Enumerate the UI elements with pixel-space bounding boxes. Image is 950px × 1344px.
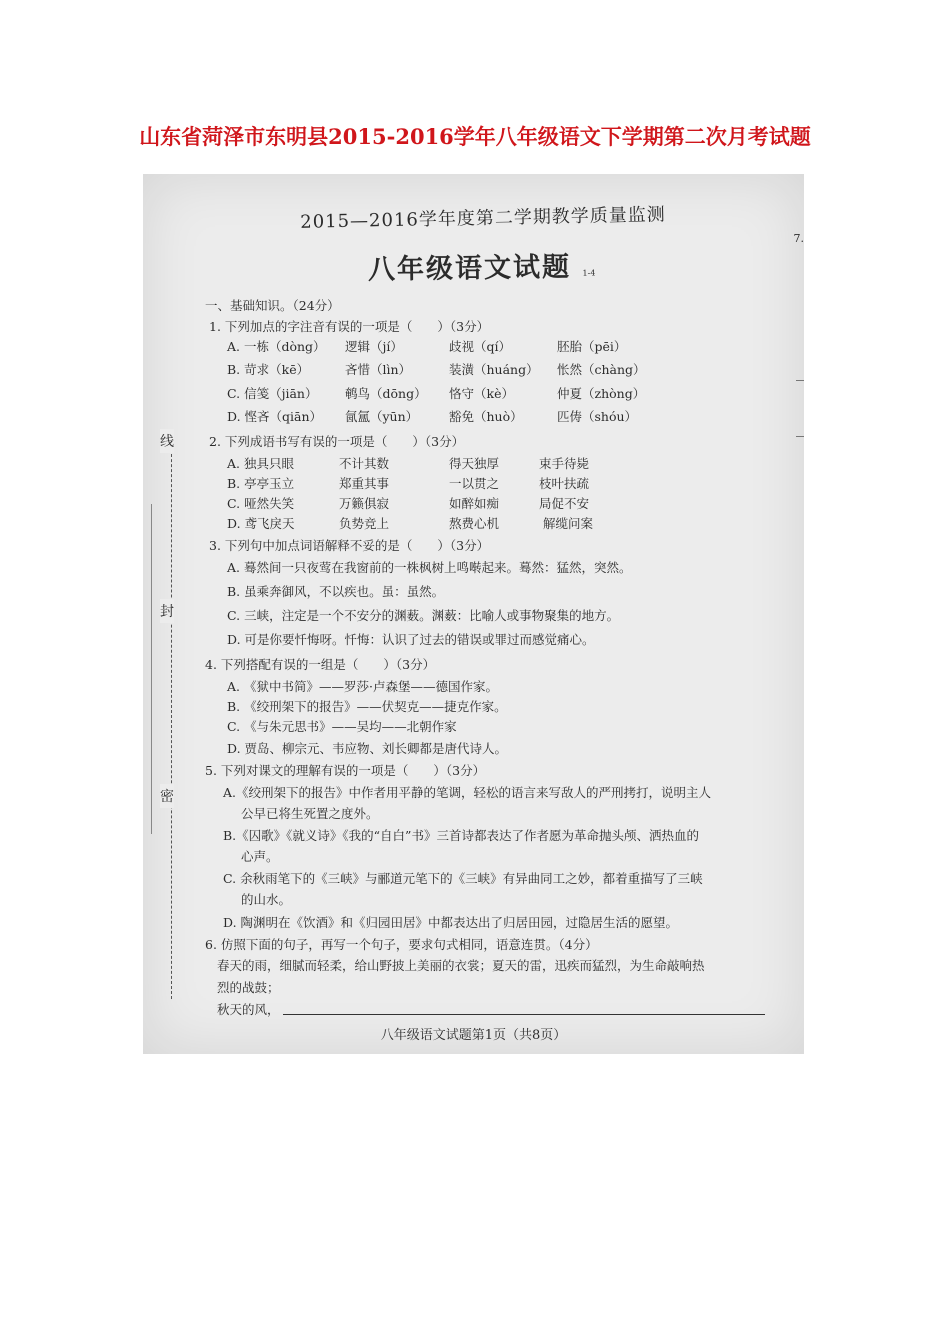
q5-option-c-cont: 的山水。 bbox=[241, 892, 292, 907]
right-margin-dash bbox=[796, 380, 804, 381]
option-cell: 怅然（chàng） bbox=[557, 362, 646, 377]
option-cell: 歧视（qí） bbox=[449, 339, 511, 354]
option-cell: 仲夏（zhòng） bbox=[557, 386, 646, 401]
q4-option-d: D. 贾岛、柳宗元、韦应物、刘长卿都是唐代诗人。 bbox=[227, 741, 508, 756]
option-cell: D. 鸢飞戾天 bbox=[227, 516, 295, 531]
option-cell: D. 悭吝（qiān） bbox=[227, 409, 323, 424]
q3-stem: 3. 下列句中加点词语解释不妥的是（ ）（3分） bbox=[209, 538, 490, 553]
option-cell: 熬费心机 bbox=[449, 516, 500, 531]
binding-char-xian: 线 bbox=[160, 429, 174, 453]
q3-option-a: A. 蓦然间一只夜莺在我窗前的一株枫树上鸣啭起来。蓦然：猛然，突然。 bbox=[227, 560, 632, 575]
option-cell: 不计其数 bbox=[339, 456, 390, 471]
q3-option-b: B. 虽乘奔御风，不以疾也。虽：虽然。 bbox=[227, 584, 445, 599]
q1-stem: 1. 下列加点的字注音有误的一项是（ ）（3分） bbox=[209, 319, 490, 334]
option-cell: B. 苛求（kē） bbox=[227, 362, 310, 377]
exam-title-mark: 1-4 bbox=[582, 268, 596, 278]
q6-answer-line bbox=[283, 1014, 765, 1015]
q6-answer-prompt: 秋天的风， bbox=[217, 1002, 280, 1017]
document-title: 山东省菏泽市东明县2015-2016学年八年级语文下学期第二次月考试题 bbox=[139, 124, 811, 149]
option-cell: 束手待毙 bbox=[539, 456, 590, 471]
option-cell: 豁免（huò） bbox=[449, 409, 523, 424]
option-cell: 一以贯之 bbox=[449, 476, 500, 491]
binding-char-mi: 密 bbox=[160, 784, 174, 808]
exam-title-text: 八年级语文试题 bbox=[367, 251, 572, 286]
option-cell: 匹俦（shóu） bbox=[557, 409, 638, 424]
option-cell: 鹌鸟（dōng） bbox=[345, 386, 427, 401]
option-cell: 负势竞上 bbox=[339, 516, 390, 531]
option-cell: 得天独厚 bbox=[449, 456, 500, 471]
q4-stem: 4. 下列搭配有误的一组是（ ）（3分） bbox=[205, 657, 436, 672]
option-cell: A. 一栋（dòng） bbox=[227, 339, 326, 354]
binding-line bbox=[171, 439, 172, 999]
q5-option-a-cont: 公早已将生死置之度外。 bbox=[241, 806, 379, 821]
q6-stem: 6. 仿照下面的句子，再写一个句子，要求句式相同，语意连贯。（4分） bbox=[205, 937, 598, 952]
option-cell: 局促不安 bbox=[539, 496, 590, 511]
option-cell: C. 哑然失笑 bbox=[227, 496, 295, 511]
option-cell: 氤氲（yūn） bbox=[345, 409, 419, 424]
option-cell: 万籁俱寂 bbox=[339, 496, 390, 511]
q5-stem: 5. 下列对课文的理解有误的一项是（ ）（3分） bbox=[205, 763, 486, 778]
option-cell: 恪守（kè） bbox=[449, 386, 514, 401]
exam-header: 2015—2016学年度第二学期教学质量监测 bbox=[300, 204, 667, 233]
option-cell: B. 亭亭玉立 bbox=[227, 476, 295, 491]
option-cell: 胚胎（pēi） bbox=[557, 339, 627, 354]
exam-title bbox=[368, 244, 596, 286]
q5-option-a: A.《绞刑架下的报告》中作者用平静的笔调，轻松的语言来写敌人的严刑拷打，说明主人 bbox=[223, 785, 712, 800]
option-cell: 枝叶扶疏 bbox=[539, 476, 590, 491]
option-cell: 装潢（huáng） bbox=[449, 362, 539, 377]
q4-option-c: C. 《与朱元思书》——吴均——北朝作家 bbox=[227, 719, 457, 734]
binding-margin bbox=[143, 174, 213, 1054]
q3-option-c: C. 三峡，注定是一个不安分的渊薮。渊薮：比喻人或事物聚集的地方。 bbox=[227, 608, 620, 623]
option-cell: 如醉如痴 bbox=[449, 496, 500, 511]
binding-char-feng: 封 bbox=[160, 599, 174, 623]
exam-page-photo bbox=[143, 174, 804, 1054]
q3-option-d: D. 可是你要忏悔呀。忏悔：认识了过去的错误或罪过而感觉痛心。 bbox=[227, 632, 595, 647]
right-margin-dash bbox=[796, 436, 804, 437]
option-cell: 郑重其事 bbox=[339, 476, 390, 491]
q6-example-line-1: 春天的雨，细腻而轻柔，给山野披上美丽的衣裳；夏天的雷，迅疾而猛烈，为生命敲响热 bbox=[217, 958, 705, 973]
option-cell: C. 信笺（jiān） bbox=[227, 386, 318, 401]
page-footer: 八年级语文试题第1页（共8页） bbox=[380, 1028, 567, 1043]
q4-option-a: A. 《狱中书简》——罗莎·卢森堡——德国作家。 bbox=[227, 679, 498, 694]
q5-option-b-cont: 心声。 bbox=[241, 849, 279, 864]
right-margin-mark: 7. bbox=[793, 232, 804, 245]
q5-option-d: D. 陶渊明在《饮酒》和《归园田居》中都表达出了归居田园，过隐居生活的愿望。 bbox=[223, 915, 679, 930]
q4-option-b: B. 《绞刑架下的报告》——伏契克——捷克作家。 bbox=[227, 699, 507, 714]
option-cell: 吝惜（lìn） bbox=[345, 362, 412, 377]
q5-option-b: B.《囚歌》《就义诗》《我的“自白”书》三首诗都表达了作者愿为革命抛头颅、洒热血的 bbox=[223, 828, 699, 843]
section-1-heading: 一、基础知识。（24分） bbox=[205, 298, 340, 313]
option-cell: A. 独具只眼 bbox=[227, 456, 294, 471]
binding-line-secondary bbox=[151, 504, 152, 834]
option-cell: 逻辑（jí） bbox=[345, 339, 403, 354]
q5-option-c: C. 余秋雨笔下的《三峡》与郦道元笔下的《三峡》有异曲同工之妙，都着重描写了三峡 bbox=[223, 871, 703, 886]
option-cell: 解缆问案 bbox=[543, 516, 594, 531]
q6-example-line-2: 烈的战鼓； bbox=[217, 980, 280, 995]
q2-stem: 2. 下列成语书写有误的一项是（ ）（3分） bbox=[209, 434, 465, 449]
